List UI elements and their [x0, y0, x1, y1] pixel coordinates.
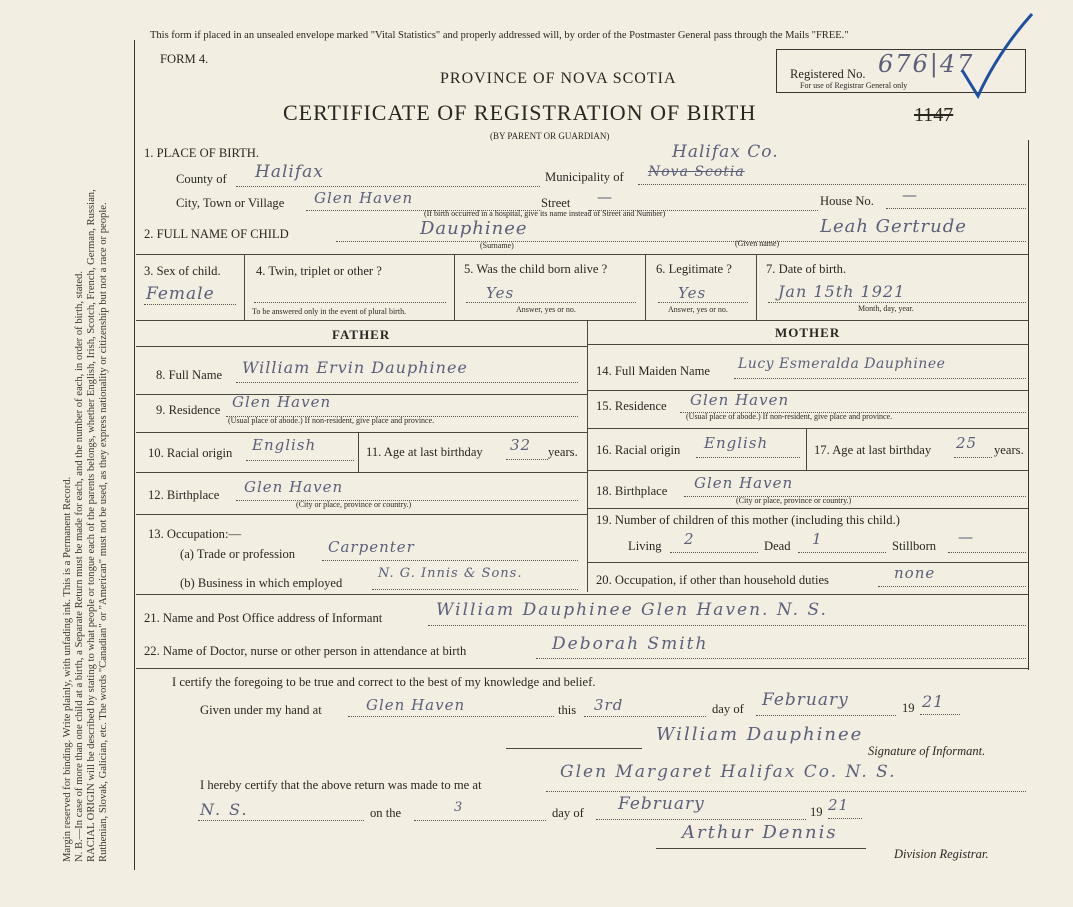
on-the-label: on the [370, 806, 402, 820]
form-number: FORM 4. [160, 52, 209, 66]
father-residence-value: Glen Haven [232, 393, 332, 411]
mother-occupation-value: none [894, 564, 936, 582]
mother-residence-caption: (Usual place of abode.) If non-resident, give place and province. [686, 412, 893, 421]
mother-residence-value: Glen Haven [690, 391, 790, 409]
date-label: 7. Date of birth. [766, 262, 847, 276]
father-age-value: 32 [510, 436, 532, 454]
alive-value: Yes [486, 284, 515, 302]
margin-note-line4: Ruthenian, Slovak, Galician, etc. The words "Canadian" or "American" must not be used, as they express nationality or citizenship but not a race or people. [98, 202, 109, 862]
father-age-label: 11. Age at last birthday [366, 445, 483, 459]
legitimate-value: Yes [678, 284, 707, 302]
certify-year-prefix: 19 [902, 701, 915, 715]
certify-day-of-label: day of [712, 702, 744, 716]
stillborn-label: Stillborn [892, 539, 937, 553]
informant-signature: William Dauphinee [656, 724, 864, 745]
mother-racial-label: 16. Racial origin [596, 443, 681, 457]
county-value: Halifax [255, 162, 324, 182]
registrar-signature: Arthur Dennis [682, 822, 838, 843]
twin-caption: To be answered only in the event of plural birth. [252, 307, 407, 316]
street-label: Street [541, 196, 571, 210]
mother-name-label: 14. Full Maiden Name [596, 364, 711, 378]
registrar-statement: I hereby certify that the above return was made to me at [200, 778, 482, 792]
dead-value: 1 [812, 530, 823, 548]
given-place-value: Glen Haven [366, 696, 466, 714]
date-caption: Month, day, year. [858, 304, 914, 313]
registered-number: 676|47 [878, 50, 975, 78]
province-heading: PROVINCE OF NOVA SCOTIA [440, 70, 677, 87]
living-label: Living [628, 539, 662, 553]
mother-children-label: 19. Number of children of this mother (including this child.) [596, 513, 900, 527]
this-label: this [558, 703, 577, 717]
registrar-year-value: 21 [828, 796, 850, 814]
attendant-value: Deborah Smith [552, 634, 709, 654]
father-age-unit: years. [548, 445, 578, 459]
alive-caption: Answer, yes or no. [516, 305, 576, 314]
mother-heading: MOTHER [775, 325, 841, 340]
child-given-value: Leah Gertrude [820, 216, 967, 237]
twin-label: 4. Twin, triplet or other ? [256, 264, 382, 278]
registrar-day-value: 3 [454, 800, 464, 815]
mother-age-label: 17. Age at last birthday [814, 443, 932, 457]
legitimate-label: 6. Legitimate ? [656, 262, 732, 276]
certificate-title: CERTIFICATE OF REGISTRATION OF BIRTH [283, 100, 757, 125]
informant-signature-caption: Signature of Informant. [868, 744, 986, 758]
sex-label: 3. Sex of child. [144, 264, 221, 278]
municipality-struck: Nova Scotia [648, 164, 745, 180]
house-value: — [902, 186, 918, 204]
child-surname-value: Dauphinee [420, 218, 528, 239]
given-under-label: Given under my hand at [200, 703, 322, 717]
father-birthplace-value: Glen Haven [244, 478, 344, 496]
father-birthplace-label: 12. Birthplace [148, 488, 220, 502]
registrar-place-cont: N. S. [200, 800, 249, 819]
father-name-label: 8. Full Name [156, 368, 223, 382]
mother-name-value: Lucy Esmeralda Dauphinee [738, 356, 946, 372]
house-label: House No. [820, 194, 874, 208]
informant-value: William Dauphinee Glen Haven. N. S. [436, 600, 828, 620]
margin-note-line3: RACIAL ORIGIN will be described by stating to what people or tongue each of the parents belongs, whether English, Irish, Scotch, French, German, Russian, [86, 189, 97, 862]
father-trade-label: (a) Trade or profession [180, 547, 296, 561]
street-value: — [597, 188, 613, 206]
mother-age-unit: years. [994, 443, 1024, 457]
municipality-value: Halifax Co. [672, 142, 779, 162]
mother-birthplace-caption: (City or place, province or country.) [736, 496, 852, 505]
mother-birthplace-label: 18. Birthplace [596, 484, 668, 498]
legitimate-caption: Answer, yes or no. [668, 305, 728, 314]
sex-value: Female [146, 284, 215, 304]
mother-birthplace-value: Glen Haven [694, 474, 794, 492]
certificate-subtitle: (BY PARENT OR GUARDIAN) [490, 131, 610, 141]
mother-occupation-label: 20. Occupation, if other than household duties [596, 573, 829, 587]
father-occupation-label: 13. Occupation:— [148, 527, 242, 541]
father-heading: FATHER [332, 327, 391, 342]
registrar-year-prefix: 19 [810, 805, 823, 819]
given-caption: (Given name) [735, 239, 780, 248]
living-value: 2 [684, 530, 695, 548]
certify-day-value: 3rd [594, 696, 624, 714]
father-name-value: William Ervin Dauphinee [242, 358, 468, 377]
attendant-label: 22. Name of Doctor, nurse or other person in attendance at birth [144, 644, 467, 658]
certify-year-value: 21 [922, 692, 945, 711]
father-trade-value: Carpenter [328, 538, 415, 556]
registrar-month-value: February [618, 794, 705, 814]
hospital-note: (If birth occurred in a hospital, give its name instead of Street and Number) [424, 209, 666, 218]
municipality-label: Municipality of [545, 170, 624, 184]
child-name-label: 2. FULL NAME OF CHILD [144, 227, 289, 241]
margin-note-line2: N. B.—In case of more than one child at a birth, a Separate Return must be made for each, and the number of each, in order of birth, stated. [74, 271, 85, 862]
dead-label: Dead [764, 539, 791, 553]
certify-statement: I certify the foregoing to be true and correct to the best of my knowledge and belief. [172, 675, 596, 689]
registrar-note: For use of Registrar General only [800, 81, 908, 90]
county-label: County of [176, 172, 227, 186]
mother-residence-label: 15. Residence [596, 399, 667, 413]
father-business-label: (b) Business in which employed [180, 576, 343, 590]
father-residence-label: 9. Residence [156, 403, 221, 417]
registrar-signature-caption: Division Registrar. [894, 847, 989, 861]
margin-notes [62, 189, 110, 862]
informant-label: 21. Name and Post Office address of Informant [144, 611, 383, 625]
certify-month-value: February [762, 690, 849, 710]
father-racial-label: 10. Racial origin [148, 446, 233, 460]
city-label: City, Town or Village [176, 196, 285, 210]
stillborn-value: — [958, 528, 974, 546]
registrar-place-value: Glen Margaret Halifax Co. N. S. [560, 762, 897, 782]
check-mark-icon [960, 12, 1040, 102]
father-racial-value: English [252, 436, 317, 454]
father-business-value: N. G. Innis & Sons. [378, 566, 523, 581]
place-of-birth-heading: 1. PLACE OF BIRTH. [144, 146, 260, 160]
mail-notice: This form if placed in an unsealed envelope marked "Vital Statistics" and properly addressed will, by order of the Postmaster General pass through the Mails "FREE." [150, 30, 849, 41]
surname-caption: (Surname) [480, 241, 514, 250]
city-value: Glen Haven [314, 189, 414, 207]
father-residence-caption: (Usual place of abode.) If non-resident, give place and province. [228, 416, 435, 425]
alive-label: 5. Was the child born alive ? [464, 262, 608, 276]
registered-label: Registered No. [790, 67, 866, 81]
date-value: Jan 15th 1921 [778, 282, 906, 301]
margin-note-line1: Margin reserved for binding. Write plainly, with unfading ink. This is a Permanent Record. [62, 476, 73, 862]
mother-age-value: 25 [956, 434, 978, 452]
father-birthplace-caption: (City or place, province or country.) [296, 500, 412, 509]
mother-racial-value: English [704, 434, 769, 452]
registrar-day-of-label: day of [552, 806, 584, 820]
struck-number: 1147 [914, 104, 954, 126]
